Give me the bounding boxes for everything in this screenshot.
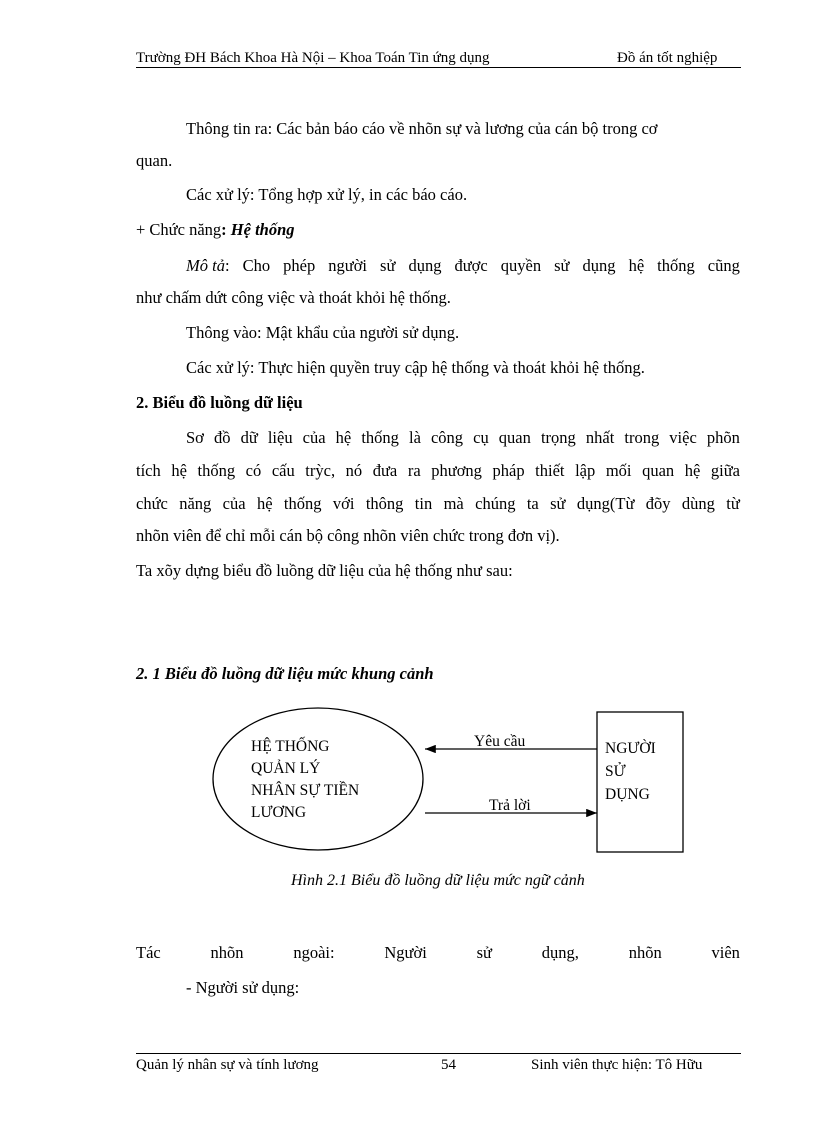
- para-word: năng: [179, 494, 212, 513]
- output-info-line: Thông tin ra: Các bản báo cáo về nhõn sự và lương của cán bộ trong cơ: [186, 119, 658, 138]
- actors-word: viên: [711, 943, 740, 962]
- description-word: người: [328, 256, 368, 275]
- ellipse-line: NHÂN SỰ TIỀN: [251, 782, 360, 799]
- para-word: trỳc,: [305, 461, 336, 480]
- paragraph-line-2: [136, 461, 740, 481]
- actor-item-user: - Người sử dụng:: [186, 978, 300, 997]
- box-line: NGƯỜI: [605, 740, 656, 757]
- para-word: chức: [136, 494, 168, 513]
- process-line: Các xử lý: Thực hiện quyền truy cập hệ thống và thoát khỏi hệ thống.: [186, 358, 645, 377]
- header-rule: [136, 67, 741, 68]
- para-word: mà: [443, 494, 464, 513]
- header-right: Đồ án tốt nghiệp: [617, 50, 718, 66]
- para-word: thống: [283, 494, 322, 513]
- para-word: trọng: [540, 428, 576, 447]
- box-line: DỤNG: [605, 786, 650, 803]
- para-word: liệu: [267, 428, 293, 447]
- para-word: của: [302, 428, 326, 447]
- reply-label: Trả lời: [489, 797, 531, 814]
- ellipse-line: HỆ THỐNG: [251, 738, 330, 755]
- function-prefix: + Chức năng: [136, 220, 222, 239]
- paragraph-line-3: [136, 494, 740, 514]
- para-word: từ: [726, 494, 740, 513]
- para-word: thống: [361, 428, 399, 447]
- description-word: hệ: [628, 256, 645, 275]
- para-word: ta: [526, 494, 539, 513]
- description-word: sử: [554, 256, 570, 275]
- para-word: dụng(Từ: [576, 494, 635, 513]
- para-word: ra: [407, 461, 421, 480]
- para-word: chúng: [475, 494, 516, 513]
- description-word: phép: [283, 256, 316, 275]
- figure-caption: Hình 2.1 Biểu đồ luồng dữ liệu mức ngữ cảnh: [291, 872, 585, 889]
- para-word: thống: [197, 461, 236, 480]
- para-word: nhất: [585, 428, 615, 447]
- request-label: Yêu cầu: [474, 733, 526, 750]
- actors-word: ngoài:: [293, 943, 335, 962]
- para-word: tích: [136, 461, 161, 480]
- para-word: có: [245, 461, 262, 480]
- para-word: của: [222, 494, 246, 513]
- actors-word: dụng,: [541, 943, 579, 962]
- description-word: sử: [380, 256, 396, 275]
- footer-right: Sinh viên thực hiện: Tô Hữu: [531, 1057, 703, 1073]
- description-word: Cho: [242, 256, 271, 275]
- footer-rule: [136, 1053, 741, 1054]
- para-word: mối: [605, 461, 632, 480]
- description-word: dụng: [408, 256, 442, 275]
- section-2-title: 2. Biểu đồ luồng dữ liệu: [136, 393, 303, 412]
- para-word: cụ: [473, 428, 489, 447]
- para-word: phõn: [706, 428, 740, 447]
- function-colon: :: [221, 220, 231, 239]
- para-word: đõy: [645, 494, 671, 513]
- para-word: pháp: [492, 461, 525, 480]
- description-word: cũng: [707, 256, 740, 275]
- actors-word: Người: [384, 943, 427, 962]
- description-label: Mô tả: [186, 256, 225, 275]
- description-word: thống: [657, 256, 695, 275]
- para-word: công: [430, 428, 464, 447]
- para-word: trong: [624, 428, 660, 447]
- input-line: Thông vào: Mật khẩu của người sử dụng.: [186, 323, 460, 342]
- actors-word: nhõn: [210, 943, 244, 962]
- description-word: dụng: [582, 256, 616, 275]
- para-word: đồ: [213, 428, 231, 447]
- para-word: nó: [345, 461, 363, 480]
- processing-line: Các xử lý: Tổng hợp xử lý, in các báo cáo.: [186, 185, 468, 204]
- actors-word: nhõn: [628, 943, 662, 962]
- para-word: hệ: [256, 494, 273, 513]
- paragraph-line-1: [186, 428, 740, 448]
- output-info-cont: quan.: [136, 151, 173, 170]
- section-2-1-title: 2. 1 Biểu đồ luồng dữ liệu mức khung cảnh: [136, 664, 434, 683]
- actors-line: [136, 943, 740, 963]
- box-line: SỬ: [605, 763, 626, 780]
- function-name: Hệ thống: [230, 220, 295, 239]
- description-cont: như chấm dứt công việc và thoát khỏi hệ thống.: [136, 288, 451, 307]
- para-word: đưa: [372, 461, 398, 480]
- para-word: dữ: [240, 428, 258, 447]
- page-number: 54: [441, 1057, 456, 1073]
- para-word: dùng: [681, 494, 715, 513]
- para-word: Sơ: [186, 428, 204, 447]
- header-left: Trường ĐH Bách Khoa Hà Nội – Khoa Toán Tin ứng dụng: [136, 50, 490, 66]
- intro-line: Ta xõy dựng biểu đồ luồng dữ liệu của hệ thống như sau:: [136, 561, 513, 580]
- actors-word: sử: [476, 943, 492, 962]
- description-line: Mô tả: Cho phép người sử dụng được quyền sử dụng hệ thống cũng: [186, 256, 740, 275]
- para-word: với: [332, 494, 355, 513]
- description-word: được: [454, 256, 488, 275]
- function-heading: [136, 220, 295, 240]
- para-word: hệ: [684, 461, 701, 480]
- para-word: quan: [498, 428, 531, 447]
- description-word: quyền: [500, 256, 542, 275]
- para-word: thông: [365, 494, 404, 513]
- ellipse-line: QUẢN LÝ: [251, 760, 321, 777]
- para-word: phương: [431, 461, 482, 480]
- para-word: quan: [642, 461, 675, 480]
- footer-left: Quản lý nhân sự và tính lương: [136, 1057, 319, 1073]
- para-word: việc: [669, 428, 697, 447]
- para-word: giữa: [710, 461, 740, 480]
- para-word: hệ: [335, 428, 352, 447]
- para-word: hệ: [171, 461, 187, 480]
- para-word: tin: [414, 494, 433, 513]
- para-word: là: [408, 428, 421, 447]
- para-word: sử: [550, 494, 566, 513]
- para-word: cấu: [271, 461, 295, 480]
- paragraph-line-4: nhõn viên để chỉ mỗi cán bộ công nhõn viên chức trong đơn vị).: [136, 526, 560, 545]
- actors-word: Tác: [136, 943, 161, 962]
- para-word: thiết: [535, 461, 565, 480]
- ellipse-line: LƯƠNG: [251, 804, 307, 821]
- para-word: lập: [575, 461, 596, 480]
